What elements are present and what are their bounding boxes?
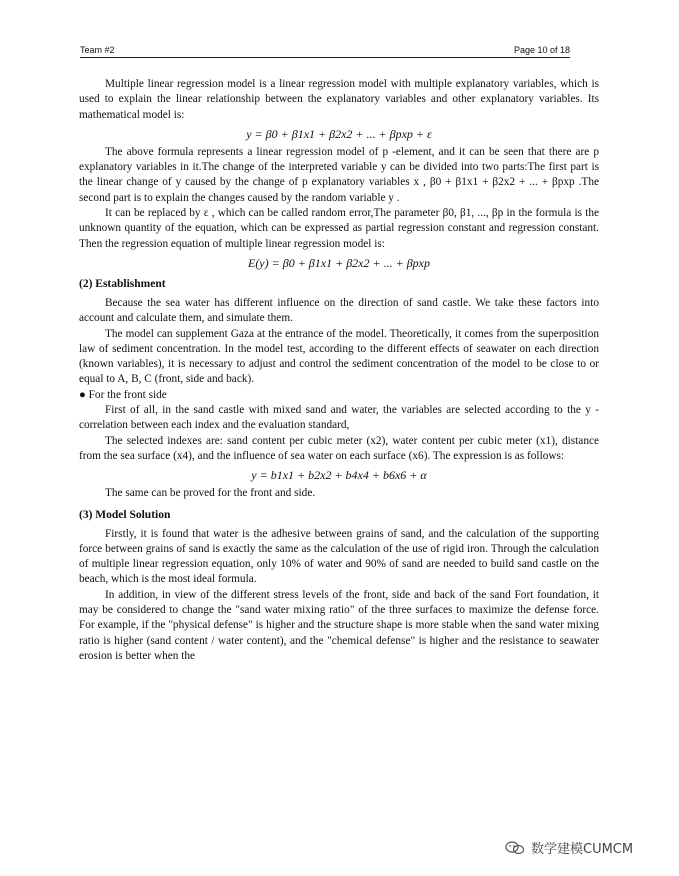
equation-regression: E(y) = β0 + β1x1 + β2x2 + ... + βpxp (247, 255, 431, 270)
paragraph-explanation: The above formula represents a linear regression model of p -element, and it can be seen that there are p explanatory variables in it.The change of the interpreted variable y can be divided into two parts:The first part is the linear change of y caused by the change of p explanatory variables x , β0 + β1x1 + β2x2 + ... + βpxp .The second part is to explain the changes caused by the random variable y . (79, 145, 599, 204)
paragraph-model-test: The model can supplement Gaza at the entrance of the model. Theoretically, it comes from the superposition law of sediment concentration. In the model test, according to the different effects of seawater on each direction (known variables), it is necessary to adjust and control the sediment concentration of the model to be close to or equal to A, B, C (front, side and back). (79, 327, 599, 386)
paragraph-solution-water: Firstly, it is found that water is the adhesive between grains of sand, and the calculation of the supporting force between grains of sand is exactly the same as the calculation of the use of rigid iron. Through the calculation of multiple linear regression equation, only 10% of water and 90% of sand are needed to build sand castle on the beach, which is the most ideal formula. (79, 527, 599, 586)
paragraph-same-proof: The same can be proved for the front and side. (105, 487, 316, 500)
bullet-front-side: ● For the front side (79, 388, 167, 401)
watermark (505, 838, 633, 857)
paragraph-indexes: The selected indexes are: sand content per cubic meter (x2), water content per cubic meter (x1), distance from the sea surface (x4), and the influence of sea water on each surface (x6). The expression is as follows: (79, 434, 599, 462)
paragraph-intro: Multiple linear regression model is a linear regression model with multiple explanatory variables, which is used to explain the linear relationship between the explanatory variables and other explanatory variables. Its mathematical model is: (79, 78, 599, 121)
section-heading-solution: (3) Model Solution (79, 508, 171, 521)
equation-expression: y = b1x1 + b2x2 + b4x4 + b6x6 + α (251, 468, 427, 483)
paragraph-solution-ratio: In addition, in view of the different stress levels of the front, side and back of the sand Fort foundation, it may be considered to change the "sand water mixing ratio" of the three surfaces to maximize the defense force. For example, if the "physical defense" is higher and the structure shape is more stable when the sand water mixing ratio is higher (sand content / water content), and the "chemical defense" is higher and the resistance to seawater erosion is better when the (79, 588, 599, 662)
wechat-icon (505, 841, 525, 855)
equation-model: y = β0 + β1x1 + β2x2 + ... + βpxp + ε (246, 126, 432, 141)
paragraph-seawater: Because the sea water has different influence on the direction of sand castle. We take these factors into account and calculate them, and simulate them. (79, 296, 599, 325)
team-label: Team #2 (80, 45, 115, 55)
page-body (79, 77, 599, 664)
paragraph-random-error: It can be replaced by ε , which can be called random error,The parameter β0, β1, ..., βp in the formula is the unknown quantity of the equation, which can be expressed as partial regression constant and regression constant. Then the regression equation of multiple linear regression model is: (79, 207, 599, 250)
page-number: Page 10 of 18 (513, 45, 570, 55)
watermark-text: 数学建模CUMCM (531, 842, 634, 857)
paragraph-variables: First of all, in the sand castle with mixed sand and water, the variables are selected according to the y -correlation between each index and the evaluation standard, (79, 404, 599, 432)
header-rule (80, 57, 570, 58)
section-heading-establishment: (2) Establishment (79, 277, 166, 290)
